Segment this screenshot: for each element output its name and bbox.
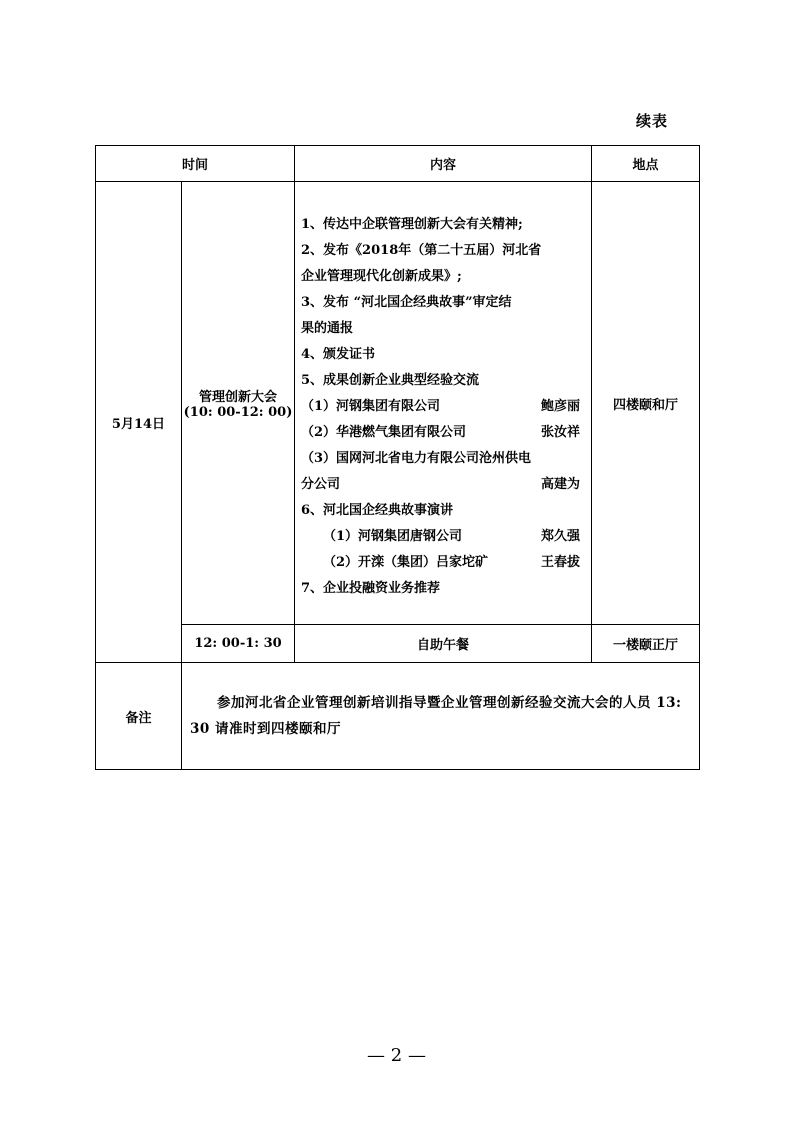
header-content: 内容 <box>295 146 592 182</box>
lunch-location: 一楼颐正厅 <box>592 625 700 663</box>
speech-person: 郑久强 <box>541 529 581 544</box>
agenda-item: 企业管理现代化创新成果》; <box>301 269 462 284</box>
remarks-row <box>96 663 700 770</box>
agenda-item: 3、发布 “河北国企经典故事”审定结 <box>301 295 512 310</box>
header-time: 时间 <box>96 146 295 182</box>
session-row <box>96 182 700 625</box>
agenda-item: 1、传达中企联管理创新大会有关精神; <box>301 217 523 232</box>
lunch-time: 12: 00-1: 30 <box>182 625 295 663</box>
header-location: 地点 <box>592 146 700 182</box>
session-time-range: (10: 00-12: 00) <box>183 405 293 420</box>
lunch-row <box>96 625 700 663</box>
lunch-content: 自助午餐 <box>295 625 592 663</box>
session-title: 管理创新大会 <box>199 390 278 405</box>
continued-label: 续表 <box>636 112 669 130</box>
exchange-person: 高建为 <box>541 477 581 492</box>
exchange-row <box>301 394 587 420</box>
session-title-cell <box>182 182 295 625</box>
exchange-org: （2）华港燃气集团有限公司 <box>301 425 467 440</box>
session-location: 四楼颐和厅 <box>592 182 700 625</box>
exchange-org: （1）河钢集团有限公司 <box>301 399 441 414</box>
agenda-item: 7、企业投融资业务推荐 <box>301 581 441 596</box>
agenda-item: 果的通报 <box>301 321 354 336</box>
speech-org: （1）河钢集团唐钢公司 <box>323 529 463 544</box>
exchange-person: 张汝祥 <box>541 425 581 440</box>
exchange-row <box>301 472 587 498</box>
speech-org: （2）开滦（集团）吕家坨矿 <box>323 555 489 570</box>
exchange-org: 分公司 <box>301 477 341 492</box>
speech-row <box>301 550 587 576</box>
agenda-item: 5、成果创新企业典型经验交流 <box>301 373 480 388</box>
session-date: 5月14日 <box>96 182 182 663</box>
schedule-table <box>95 145 700 770</box>
remarks-cell <box>182 663 700 770</box>
agenda-item: 2、发布《2018年（第二十五届）河北省 <box>301 243 542 258</box>
remarks-label: 备注 <box>96 663 182 770</box>
speech-person: 王春拔 <box>541 555 581 570</box>
exchange-row <box>301 420 587 446</box>
page-number: — 2 — <box>367 1045 426 1066</box>
agenda-item: 4、颁发证书 <box>301 347 376 362</box>
remarks-text: 参加河北省企业管理创新培训指导暨企业管理创新经验交流大会的人员 13: 30 请准时到四楼颐和厅 <box>190 695 682 737</box>
session-content <box>295 182 592 625</box>
speech-heading: 6、河北国企经典故事演讲 <box>301 503 454 518</box>
header-row <box>96 146 700 182</box>
exchange-person: 鲍彦丽 <box>541 399 581 414</box>
exchange-org-long: （3）国网河北省电力有限公司沧州供电 <box>301 451 532 466</box>
speech-row <box>301 524 587 550</box>
